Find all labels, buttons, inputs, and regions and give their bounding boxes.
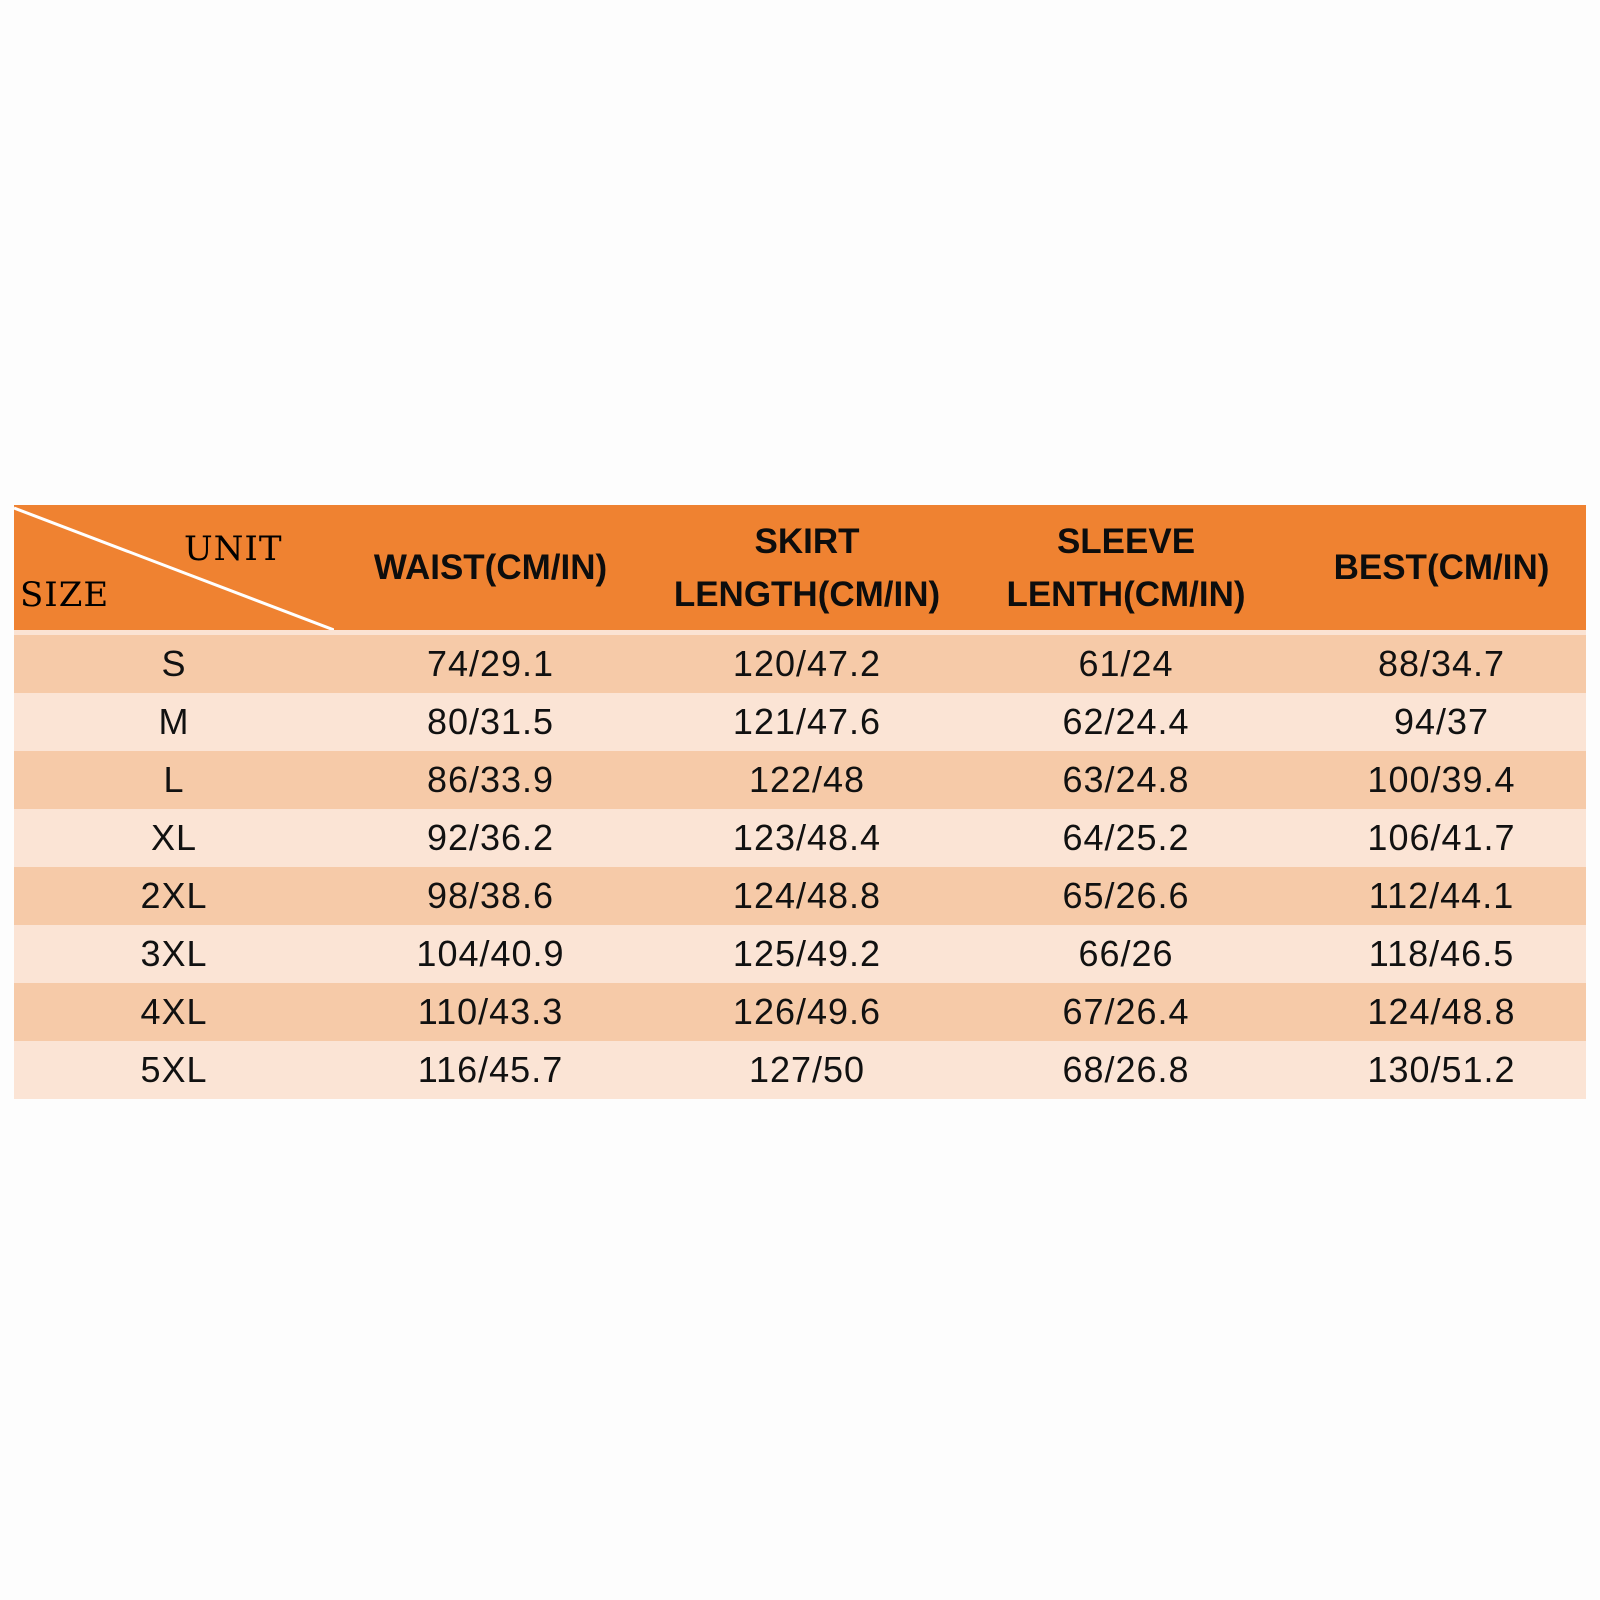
size-cell: 4XL xyxy=(140,991,208,1032)
waist-cell: 110/43.3 xyxy=(417,991,564,1032)
size-cell: XL xyxy=(150,817,198,858)
best-cell: 100/39.4 xyxy=(1367,759,1516,800)
best-cell: 88/34.7 xyxy=(1377,643,1506,684)
size-chart-table xyxy=(14,505,1586,1099)
size-cell: M xyxy=(158,701,190,742)
best-cell: 106/41.7 xyxy=(1367,817,1516,858)
skirt-length-cell: 120/47.2 xyxy=(732,643,882,684)
size-cell: S xyxy=(161,643,187,684)
best-cell: 94/37 xyxy=(1393,701,1490,742)
table-row xyxy=(14,867,1586,925)
waist-cell: 116/45.7 xyxy=(417,1049,564,1090)
size-cell: 3XL xyxy=(140,933,208,974)
table-row xyxy=(14,983,1586,1041)
sleeve-length-cell: 67/26.4 xyxy=(1062,991,1190,1032)
sleeve-length-cell: 65/26.6 xyxy=(1062,875,1190,916)
header-waist: WAIST(CM/IN) xyxy=(373,548,608,587)
sleeve-length-cell: 68/26.8 xyxy=(1062,1049,1190,1090)
waist-cell: 104/40.9 xyxy=(416,933,565,974)
skirt-length-cell: 124/48.8 xyxy=(732,875,882,916)
header-skirt-length: SKIRT LENGTH(CM/IN) xyxy=(673,521,941,614)
table-row xyxy=(14,809,1586,867)
size-cell: 5XL xyxy=(140,1049,208,1090)
table-row xyxy=(14,1041,1586,1099)
waist-cell: 98/38.6 xyxy=(426,875,555,916)
waist-cell: 74/29.1 xyxy=(426,643,555,684)
waist-cell: 86/33.9 xyxy=(426,759,555,800)
table-row xyxy=(14,751,1586,809)
corner-header-cell xyxy=(14,505,334,630)
sleeve-length-cell: 64/25.2 xyxy=(1062,817,1190,858)
unit-label: UNIT xyxy=(184,529,283,569)
size-cell: L xyxy=(163,759,185,800)
table-header-row xyxy=(14,505,1586,630)
best-cell: 118/46.5 xyxy=(1368,933,1515,974)
skirt-length-cell: 122/48 xyxy=(748,759,866,800)
size-cell: 2XL xyxy=(140,875,208,916)
skirt-length-cell: 127/50 xyxy=(748,1049,866,1090)
sleeve-length-cell: 63/24.8 xyxy=(1062,759,1190,800)
sleeve-length-cell: 61/24 xyxy=(1078,643,1174,684)
size-label: SIZE xyxy=(20,575,110,615)
waist-cell: 92/36.2 xyxy=(426,817,555,858)
best-cell: 124/48.8 xyxy=(1367,991,1516,1032)
header-sleeve-length: SLEEVE LENTH(CM/IN) xyxy=(1006,521,1246,614)
skirt-length-cell: 125/49.2 xyxy=(732,933,882,974)
skirt-length-cell: 121/47.6 xyxy=(732,701,882,742)
header-best: BEST(CM/IN) xyxy=(1333,548,1550,587)
table-row xyxy=(14,693,1586,751)
best-cell: 112/44.1 xyxy=(1368,875,1515,916)
table-row xyxy=(14,925,1586,983)
skirt-length-cell: 126/49.6 xyxy=(732,991,882,1032)
sleeve-length-cell: 62/24.4 xyxy=(1062,701,1190,742)
best-cell: 130/51.2 xyxy=(1367,1049,1516,1090)
table-row xyxy=(14,635,1586,693)
skirt-length-cell: 123/48.4 xyxy=(732,817,882,858)
waist-cell: 80/31.5 xyxy=(426,701,555,742)
sleeve-length-cell: 66/26 xyxy=(1078,933,1174,974)
